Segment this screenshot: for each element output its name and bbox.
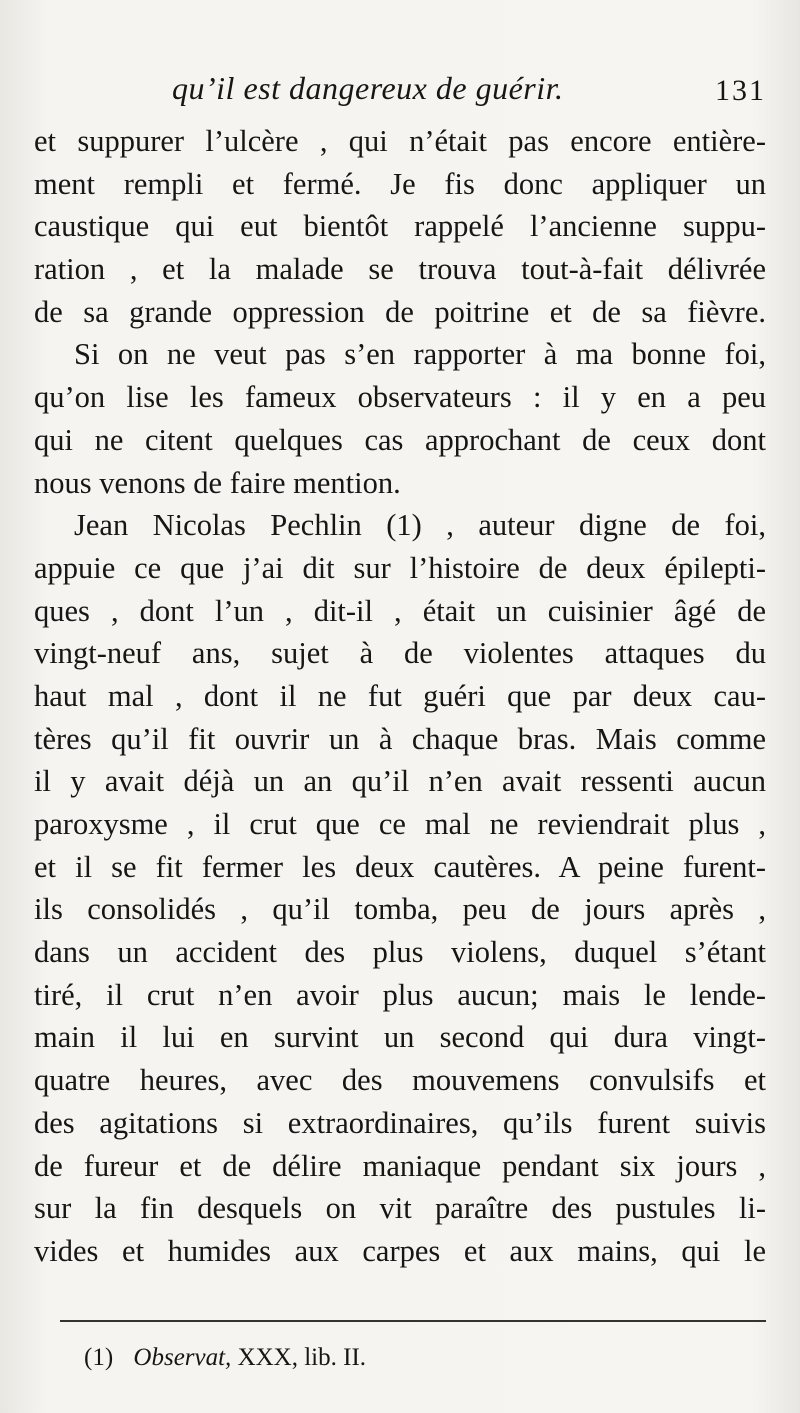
text-line: Jean Nicolas Pechlin (1) , auteur digne de foi,: [74, 508, 766, 543]
text-line: quatre heures, avec des mouvemens convulsifs et: [34, 1063, 766, 1098]
body-text: [34, 120, 766, 1273]
footnote: [84, 1344, 366, 1372]
text-line: main il lui en survint un second qui dura vingt-: [34, 1020, 766, 1055]
text-line: qu’on lise les fameux observateurs : il y en a peu: [34, 380, 766, 415]
text-line: caustique qui eut bientôt rappelé l’ancienne suppu-: [34, 209, 766, 244]
text-line: ils consolidés , qu’il tomba, peu de jours après ,: [34, 892, 766, 927]
text-line: et suppurer l’ulcère , qui n’était pas encore entière-: [34, 124, 766, 158]
text-line: paroxysme , il crut que ce mal ne reviendrait plus ,: [34, 807, 766, 841]
text-line: appuie ce que j’ai dit sur l’histoire de deux épilepti-: [34, 550, 766, 585]
text-line: vingt-neuf ans, sujet à de violentes attaques du: [34, 636, 766, 671]
text-line: ration , et la malade se trouva tout-à-fait délivrée: [34, 252, 766, 287]
text-line: dans un accident des plus violens, duquel s’étant: [34, 935, 766, 970]
text-line: de sa grande oppression de poitrine et de sa fièvre.: [34, 294, 766, 329]
text-line: vides et humides aux carpes et aux mains, qui le: [34, 1233, 766, 1268]
footnote-source: Observat,: [133, 1344, 232, 1371]
running-title: qu’il est dangereux de guérir.: [172, 70, 564, 106]
text-line: ques , dont l’un , dit-il , était un cuisinier âgé de: [34, 593, 766, 628]
footnote-divider: [60, 1320, 766, 1322]
text-line: il y avait déjà un an qu’il n’en avait ressenti aucun: [34, 764, 766, 799]
text-line: des agitations si extraordinaires, qu’ils furent suivis: [34, 1105, 766, 1140]
page-header: [0, 70, 800, 110]
text-line: sur la fin desquels on vit paraître des pustules li-: [34, 1191, 766, 1226]
page-number: 131: [715, 74, 766, 107]
text-line: haut mal , dont il ne fut guéri que par deux cau-: [34, 678, 766, 713]
text-line: qui ne citent quelques cas approchant de ceux dont: [34, 422, 766, 457]
text-line: et il se fit fermer les deux cautères. A peine furent-: [34, 849, 766, 884]
text-line: ment rempli et fermé. Je fis donc appliquer un: [34, 166, 766, 201]
footnote-reference: XXX, lib. II.: [237, 1344, 367, 1371]
text-line: tères qu’il fit ouvrir un à chaque bras. Mais comme: [34, 721, 766, 756]
text-line: tiré, il crut n’en avoir plus aucun; mais le lende-: [34, 977, 766, 1012]
text-line: de fureur et de délire maniaque pendant six jours ,: [34, 1148, 766, 1183]
text-line: nous venons de faire mention.: [34, 465, 401, 500]
footnote-marker: (1): [84, 1344, 114, 1371]
text-line: Si on ne veut pas s’en rapporter à ma bonne foi,: [74, 337, 766, 372]
